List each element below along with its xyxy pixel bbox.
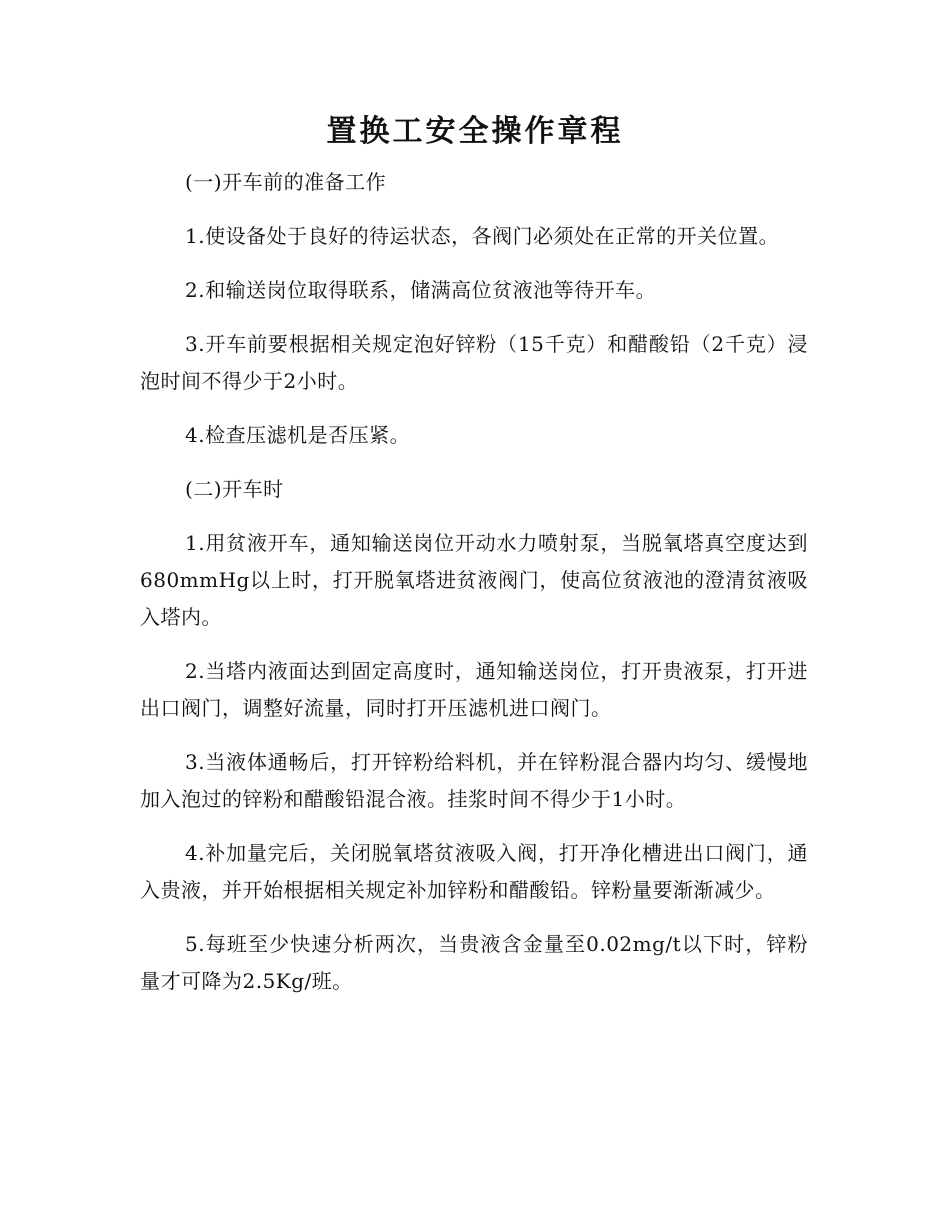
paragraph-startup-5: 5.每班至少快速分析两次，当贵液含金量至0.02mg/t以下时，锌粉量才可降为2.5Kg/班。 (140, 932, 808, 993)
section-heading-startup: (二)开车时 (185, 477, 284, 501)
paragraph-startup-3: 3.当液体通畅后，打开锌粉给料机，并在锌粉混合器内均匀、缓慢地加入泡过的锌粉和醋酸铅混合液。挂浆时间不得少于1小时。 (140, 750, 808, 811)
paragraph-prep-4: 4.检查压滤机是否压紧。 (185, 423, 411, 447)
paragraph-prep-1: 1.使设备处于良好的待运状态，各阀门必须处在正常的开关位置。 (185, 224, 780, 248)
document-body (140, 164, 808, 1017)
paragraph-startup-4: 4.补加量完后，关闭脱氧塔贫液吸入阀，打开净化槽进出口阀门，通入贵液，并开始根据相关规定补加锌粉和醋酸铅。锌粉量要渐渐减少。 (140, 841, 808, 902)
paragraph-prep-3: 3.开车前要根据相关规定泡好锌粉（15千克）和醋酸铅（2千克）浸泡时间不得少于2小时。 (140, 332, 808, 393)
paragraph-startup-1: 1.用贫液开车，通知输送岗位开动水力喷射泵，当脱氧塔真空度达到680mmHg以上时，打开脱氧塔进贫液阀门，使高位贫液池的澄清贫液吸入塔内。 (140, 531, 808, 629)
paragraph-startup-2: 2.当塔内液面达到固定高度时，通知输送岗位，打开贵液泵，打开进出口阀门，调整好流量，同时打开压滤机进口阀门。 (140, 659, 808, 720)
page-title: 置换工安全操作章程 (326, 114, 624, 149)
section-heading-preparation: (一)开车前的准备工作 (185, 170, 387, 194)
paragraph-prep-2: 2.和输送岗位取得联系，储满高位贫液池等待开车。 (185, 278, 657, 302)
